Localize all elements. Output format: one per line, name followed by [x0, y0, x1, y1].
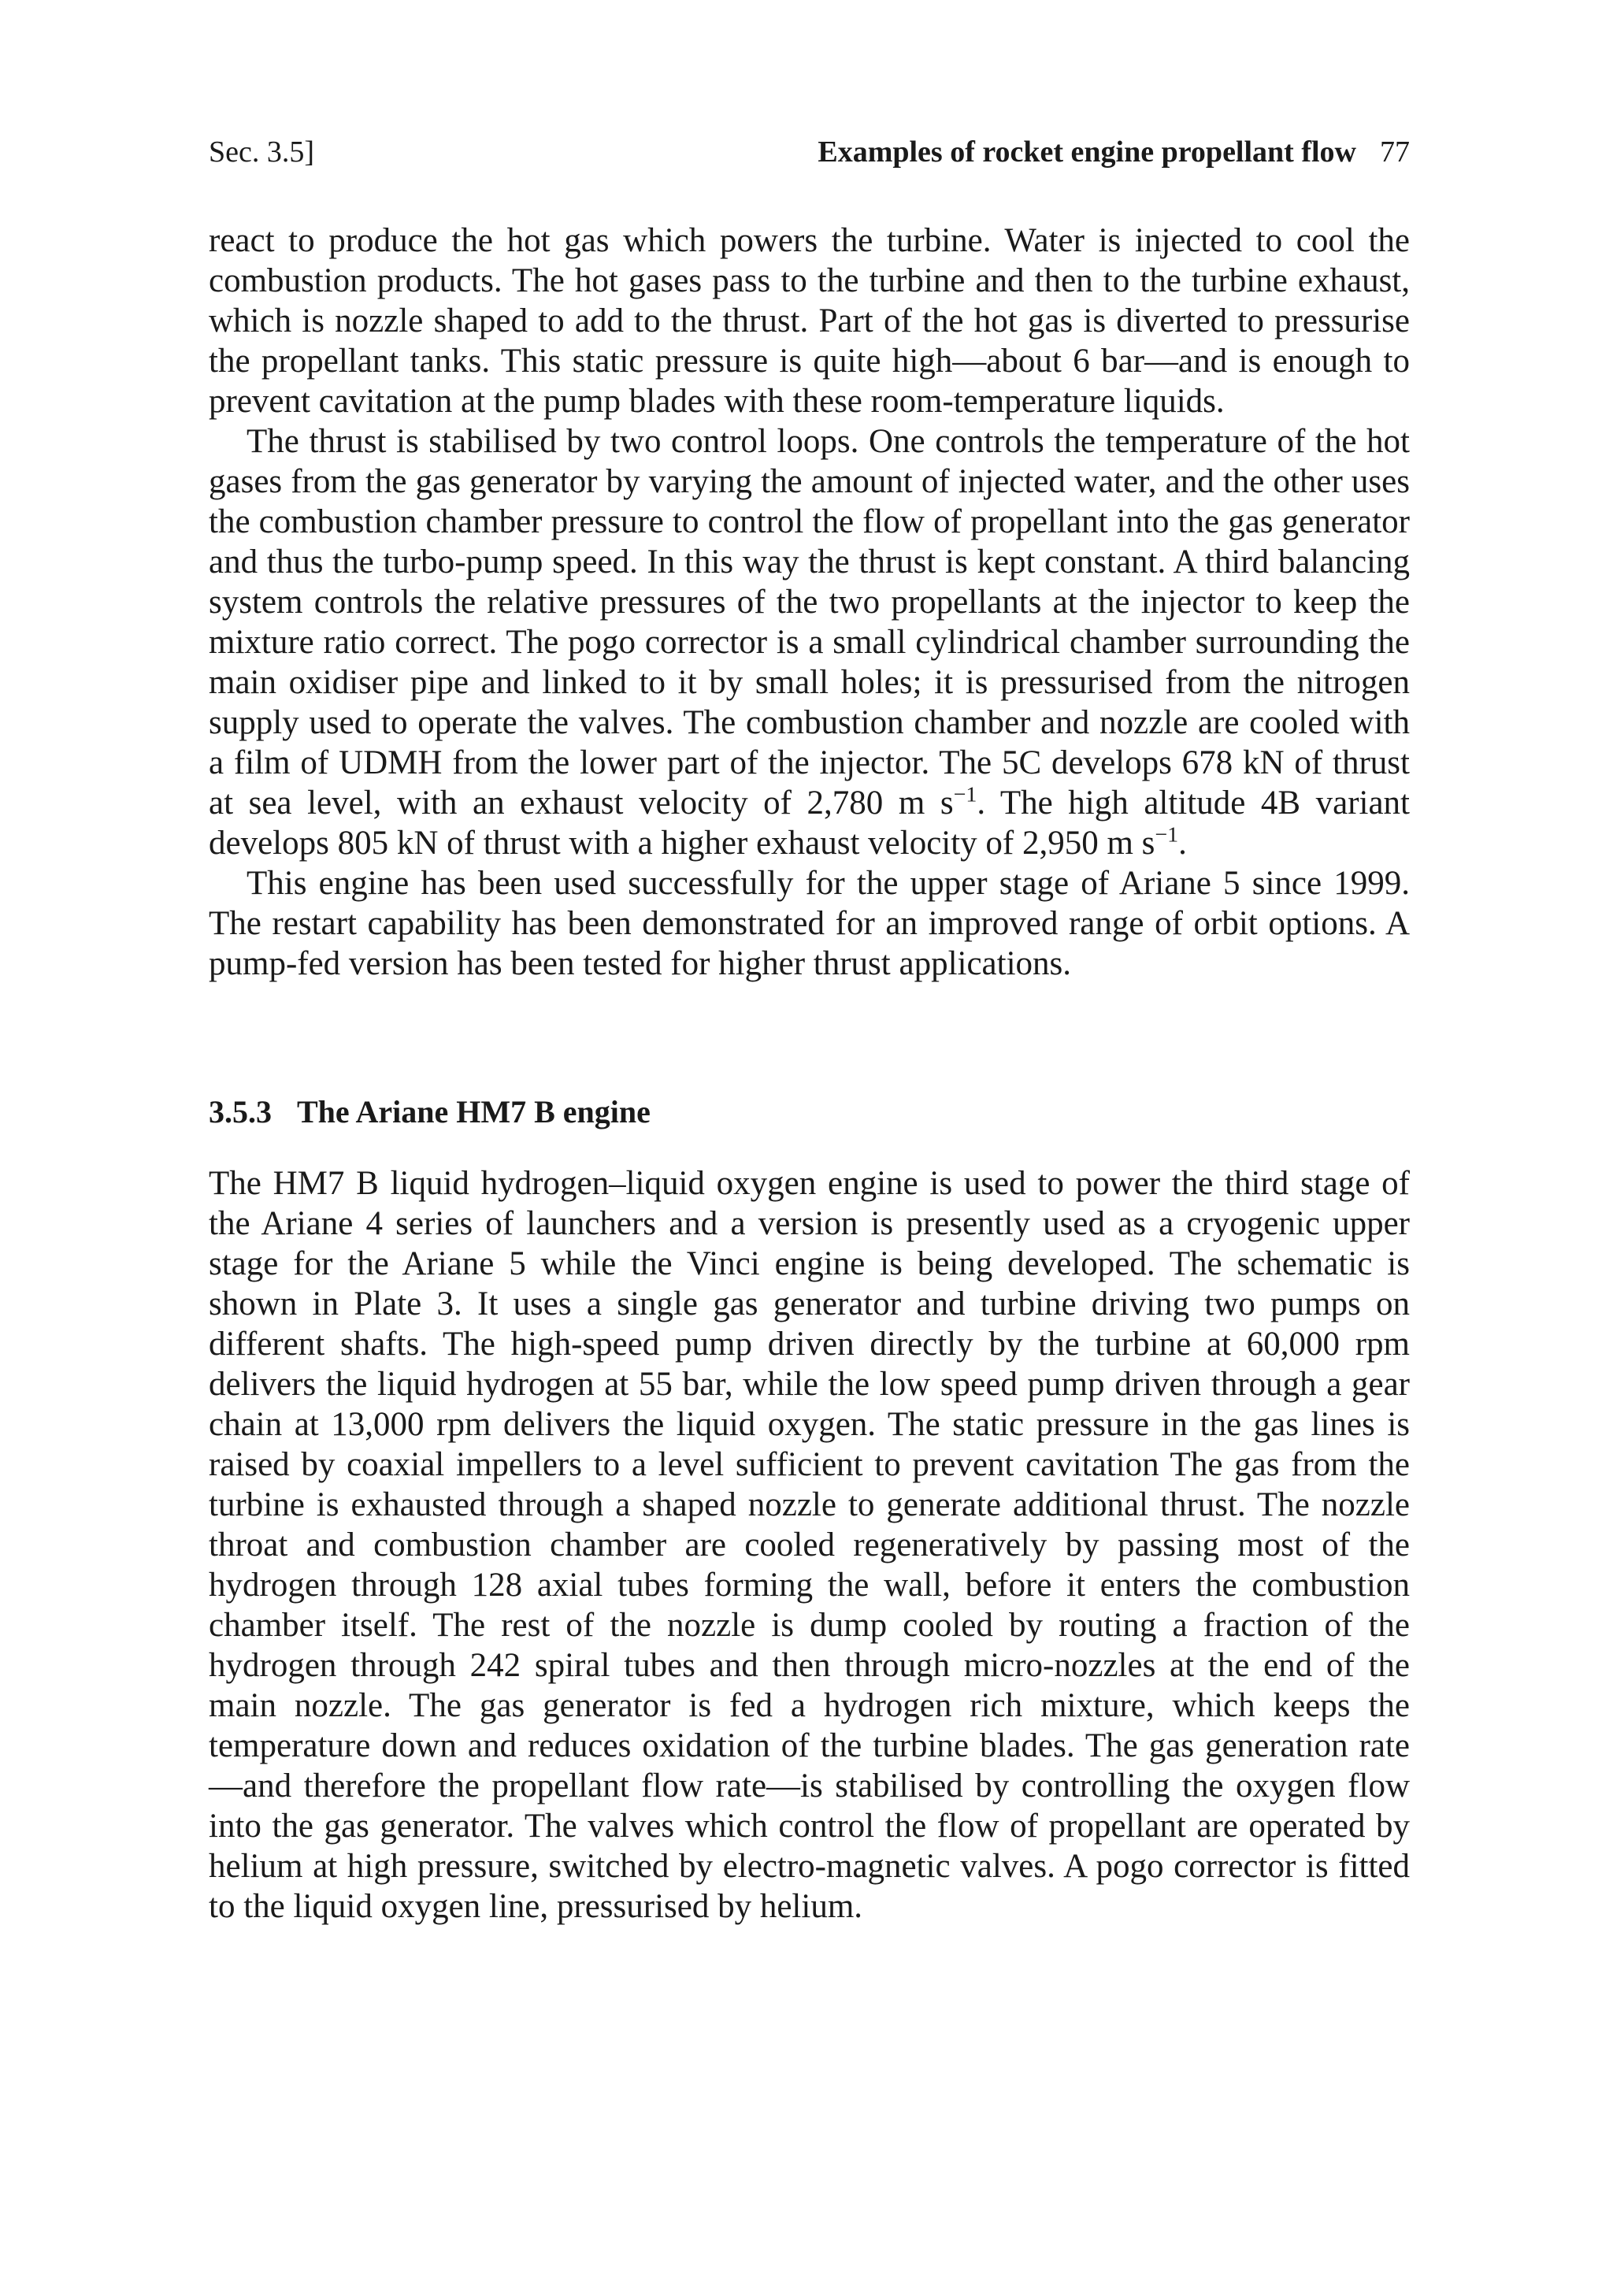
page-number: 77 — [1380, 135, 1410, 169]
book-page — [209, 134, 1410, 1927]
section-body: The HM7 B liquid hydrogen–liquid oxygen engine is used to power the third stage of the Ariane 4 series of launchers and a version is presently used as a cryogenic upper stage for the Ariane 5 while the Vinci engine is being developed. The schematic is shown in Plate 3. It uses a single gas generator and turbine driving two pumps on different shafts. The high-speed pump driven directly by the turbine at 60,000 rpm delivers the liquid hydrogen at 55 bar, while the low speed pump driven through a gear chain at 13,000 rpm delivers the liquid oxygen. The static pressure in the gas lines is raised by coaxial impellers to a level sufficient to prevent cavitation The gas from the turbine is exhausted through a shaped nozzle to generate additional thrust. The nozzle throat and combustion chamber are cooled regeneratively by passing most of the hydrogen through 128 axial tubes forming the wall, before it enters the combustion chamber itself. The rest of the nozzle is dump cooled by routing a fraction of the hydrogen through 242 spiral tubes and then through micro-nozzles at the end of the main nozzle. The gas generator is fed a hydrogen rich mixture, which keeps the temperature down and reduces oxidation of the turbine blades. The gas generation rate—and therefore the propellant flow rate—is stabilised by controlling the oxygen flow into the gas generator. The valves which control the flow of propellant are operated by helium at high pressure, switched by electro-magnetic valves. A pogo corrector is fitted to the liquid oxygen line, pressurised by helium. — [209, 1165, 1410, 1925]
paragraph-text: The thrust is stabilised by two control loops. One controls the temperature of the hot gases from the gas generator by varying the amount of injected water, and the other uses the combustion chamber pressure to control the flow of propellant into the gas generator and thus the turbo-pump speed. In this way the thrust is kept constant. A third balancing system controls the relative pressures of the two propellants at the injector to keep the mixture ratio correct. The pogo corrector is a small cylindrical chamber surrounding the main oxidiser pipe and linked to it by small holes; it is pressurised from the nitrogen supply used to operate the valves. The combustion chamber and nozzle are cooled with a film of UDMH from the lower part of the injector. The 5C develops 678 kN of thrust at sea level, with an exhaust velocity of 2,780 m s — [209, 423, 1410, 822]
section-reference: Sec. 3.5] — [209, 135, 315, 169]
paragraph-control-loops — [209, 421, 1410, 863]
paragraph-text: . The high altitude 4B variant develops 805 kN of thrust with a higher exhaust velocity of 2,950 m s — [209, 784, 1410, 862]
section-number: 3.5.3 — [209, 1094, 272, 1129]
running-head — [209, 134, 1410, 170]
section-title: The Ariane HM7 B engine — [297, 1094, 651, 1129]
section-heading — [209, 1092, 1410, 1132]
superscript-exponent: −1 — [1155, 822, 1179, 848]
paragraph-continuation: react to produce the hot gas which powers the turbine. Water is injected to cool the combustion products. The hot gases pass to the turbine and then to the turbine exhaust, which is nozzle shaped to add to the thrust. Part of the hot gas is diverted to pressurise the propellant tanks. This static pressure is quite high—about 6 bar—and is enough to prevent cavitation at the pump blades with these room-temperature liquids. — [209, 222, 1410, 420]
superscript-exponent: −1 — [953, 782, 977, 807]
paragraph-text: . — [1178, 825, 1187, 862]
running-head-title: Examples of rocket engine propellant flow — [818, 135, 1356, 169]
running-head-right — [818, 134, 1410, 170]
paragraph-usage: This engine has been used successfully for the upper stage of Ariane 5 since 1999. The restart capability has been demonstrated for an improved range of orbit options. A pump-fed version has been tested for higher thrust applications. — [209, 865, 1410, 982]
